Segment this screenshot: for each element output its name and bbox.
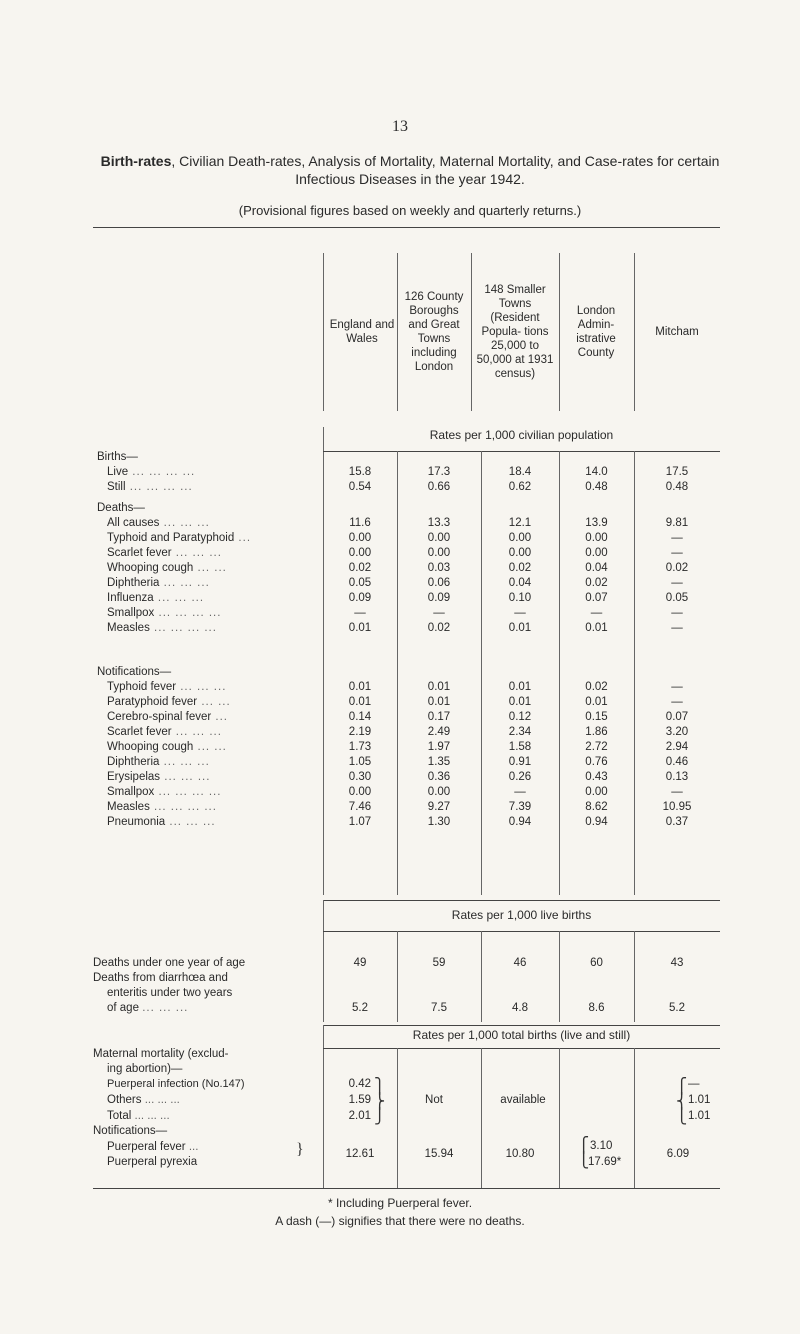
table-cell: 0.02 [585, 681, 608, 693]
title-rest: , Civilian Death-rates, Analysis of Mortality, Maternal Mortality, and Case-rates for certain Infectious Diseases in the year 1942. [171, 153, 720, 187]
row-label: Whooping cough ... ... [107, 741, 227, 753]
row-label: Pneumonia ... ... ... [107, 816, 216, 828]
infant-deaths-label: Deaths under one year of age [93, 957, 246, 969]
table-cell: 0.00 [508, 547, 532, 559]
table-cell: 0.10 [508, 592, 532, 604]
table-cell: 0.02 [348, 562, 372, 574]
band-rates-live-births: Rates per 1,000 live births [451, 908, 592, 922]
table-cell: 1.07 [348, 816, 372, 828]
row-label: Scarlet fever ... ... ... [107, 547, 222, 559]
maternal-heading-2: ing abortion)— [107, 1063, 183, 1075]
table-cell: 0.76 [585, 756, 608, 768]
table-cell: 0.43 [585, 771, 608, 783]
table-cell: 7.46 [348, 801, 372, 813]
table-cell: 0.01 [508, 681, 532, 693]
table-cell: 0.01 [427, 681, 451, 693]
table-cell: 0.94 [585, 816, 608, 828]
table-cell: 2.94 [665, 741, 689, 753]
row-label: Cerebro-spinal fever ... [107, 711, 228, 723]
table-cell: 1.58 [508, 741, 532, 753]
row-label: Live ... ... ... ... [107, 466, 196, 478]
ew-others: 1.59 [348, 1094, 371, 1106]
table-cell: 0.12 [508, 711, 532, 723]
mitcham-puerperal: — [688, 1078, 700, 1090]
total-label: Total ... ... ... [107, 1110, 170, 1122]
available-text: available [500, 1094, 546, 1106]
col-header-county-boroughs: 126 County Boroughs and Great Towns including London [404, 291, 464, 373]
table-cell: 0.00 [348, 547, 372, 559]
table-cell: 11.6 [349, 517, 371, 529]
table-cell: 0.00 [348, 786, 372, 798]
table-cell: 13.9 [585, 517, 608, 529]
table-cell: 1.86 [585, 726, 608, 738]
title-bold: Birth-rates [100, 153, 172, 169]
table-cell: 59 [432, 957, 446, 969]
table-cell: 2.19 [348, 726, 372, 738]
table-cell: 5.2 [352, 1002, 368, 1014]
london-brace: ⎧ ⎩ [578, 1138, 590, 1169]
table-cell: 0.09 [348, 592, 372, 604]
row-label: Typhoid fever ... ... ... [107, 681, 227, 693]
table-cell: 0.02 [427, 622, 451, 634]
table-cell: 0.91 [508, 756, 532, 768]
table-cell: 0.02 [508, 562, 532, 574]
table-cell: — [671, 607, 683, 619]
table-cell: 0.02 [665, 562, 689, 574]
table-cell: 0.00 [508, 532, 532, 544]
col-header-mitcham: Mitcham [655, 326, 699, 338]
footnote-asterisk: * Including Puerperal fever. [327, 1196, 473, 1210]
notif-mitcham: 6.09 [666, 1148, 690, 1160]
statistics-table [93, 227, 720, 1062]
table-cell: 17.5 [665, 466, 689, 478]
mitcham-brace: ⎧ ⎨ ⎩ [676, 1079, 688, 1125]
table-cell: 0.01 [348, 696, 372, 708]
table-cell: — [354, 607, 366, 619]
row-label: Influenza ... ... ... [107, 592, 205, 604]
table-cell: 0.54 [348, 481, 372, 493]
col-header-smaller-towns: 148 Smaller Towns (Resident Popula- tions 25,000 to 50,000 at 1931 census) [476, 284, 554, 380]
table-cell: 43 [670, 957, 684, 969]
table-title [100, 152, 720, 188]
table-cell: 0.14 [348, 711, 372, 723]
notif-ew: 12.61 [345, 1148, 375, 1160]
col-header-london: London Admin- istrative County [576, 305, 616, 359]
not-text: Not [425, 1094, 443, 1106]
row-label: Smallpox ... ... ... ... [107, 786, 222, 798]
puerperal-pyrexia-label: Puerperal pyrexia [107, 1156, 198, 1168]
table-cell: 0.48 [665, 481, 689, 493]
others-label: Others ... ... ... [107, 1094, 180, 1106]
table-cell: 10.95 [662, 801, 692, 813]
row-label: All causes ... ... ... [107, 517, 210, 529]
table-cell: 0.07 [585, 592, 608, 604]
table-cell: 0.01 [585, 696, 608, 708]
table-cell: 0.17 [427, 711, 451, 723]
table-cell: 2.34 [508, 726, 532, 738]
table-cell: 0.04 [508, 577, 532, 589]
ew-brace: ⎫ ⎬ ⎭ [374, 1079, 386, 1125]
notif-london-pf: 3.10 [590, 1140, 613, 1152]
band-rates-total-births: Rates per 1,000 total births (live and still) [412, 1028, 631, 1042]
table-cell: — [671, 532, 683, 544]
table-cell: — [514, 607, 526, 619]
table-cell: 0.30 [348, 771, 372, 783]
table-cell: — [433, 607, 445, 619]
table-cell: 0.00 [585, 547, 608, 559]
table-subtitle: (Provisional figures based on weekly and quarterly returns.) [238, 203, 582, 218]
table-cell: 17.3 [427, 466, 451, 478]
table-cell: 60 [590, 957, 603, 969]
table-cell: 0.02 [585, 577, 608, 589]
maternal-rows [93, 1096, 720, 1276]
table-cell: 0.04 [585, 562, 608, 574]
table-cell: 2.72 [585, 741, 608, 753]
table-cell: 0.46 [665, 756, 689, 768]
table-cell: — [671, 577, 683, 589]
table-cell: 7.5 [431, 1002, 447, 1014]
table-cell: 13.3 [427, 517, 451, 529]
table-cell: 2.49 [427, 726, 451, 738]
table-cell: 5.2 [669, 1002, 685, 1014]
table-cell: 1.97 [427, 741, 451, 753]
table-cell: 1.35 [427, 756, 451, 768]
notif-smaller-towns: 10.80 [505, 1148, 535, 1160]
band-rates-population: Rates per 1,000 civilian population [429, 428, 614, 442]
table-cell: 3.20 [665, 726, 689, 738]
table-cell: 0.00 [427, 547, 451, 559]
table-cell: 1.05 [348, 756, 372, 768]
table-cell: 0.00 [348, 532, 372, 544]
notif-heading: Notifications— [93, 1125, 168, 1137]
table-cell: — [590, 607, 603, 619]
table-cell: 18.4 [508, 466, 532, 478]
table-cell: 14.0 [585, 466, 608, 478]
col-header-england-wales: England and Wales [329, 319, 395, 345]
table-cell: — [671, 681, 683, 693]
table-cell: 12.1 [508, 517, 532, 529]
table-cell: 0.01 [348, 622, 372, 634]
row-label: Measles ... ... ... ... [107, 622, 217, 634]
diarrhoea-label-3: of age ... ... ... [107, 1002, 189, 1014]
table-cell: 0.09 [427, 592, 451, 604]
table-cell: 0.07 [665, 711, 689, 723]
table-cell: 49 [353, 957, 367, 969]
ew-puerperal: 0.42 [348, 1078, 371, 1090]
table-cell: 0.13 [665, 771, 689, 783]
table-cell: — [671, 622, 683, 634]
table-cell: — [671, 786, 683, 798]
table-cell: 0.00 [427, 532, 451, 544]
table-cell: 0.48 [585, 481, 608, 493]
page-number: 13 [392, 118, 408, 135]
table-cell: 0.06 [427, 577, 451, 589]
table-cell: 0.00 [427, 786, 451, 798]
puerperal-fever-label: Puerperal fever ... [107, 1141, 199, 1153]
ew-total: 2.01 [348, 1110, 371, 1122]
table-cell: 4.8 [512, 1002, 528, 1014]
row-label: Diphtheria ... ... ... [107, 577, 210, 589]
table-cell: 46 [513, 957, 527, 969]
table-cell: 0.15 [585, 711, 608, 723]
row-label: Still ... ... ... ... [107, 481, 193, 493]
table-cell: 0.01 [585, 622, 608, 634]
table-cell: 9.81 [665, 517, 689, 529]
table-cell: 0.00 [585, 786, 608, 798]
row-label: Smallpox ... ... ... ... [107, 607, 222, 619]
table-cell: 8.6 [588, 1002, 605, 1014]
table-cell: — [671, 696, 683, 708]
table-cell: 0.62 [508, 481, 532, 493]
table-cell: 0.36 [427, 771, 451, 783]
table-cell: 15.8 [348, 466, 372, 478]
row-label: Typhoid and Paratyphoid ... [107, 532, 252, 544]
section-deaths: Deaths— [97, 502, 145, 514]
row-label: Paratyphoid fever ... ... [107, 696, 231, 708]
table-cell: 9.27 [427, 801, 451, 813]
row-label: Scarlet fever ... ... ... [107, 726, 222, 738]
table-cell: 0.05 [348, 577, 372, 589]
table-cell: 0.01 [348, 681, 372, 693]
row-label: Whooping cough ... ... [107, 562, 227, 574]
footnote-dash: A dash (—) signifies that there were no deaths. [275, 1214, 525, 1228]
table-cell: 1.30 [427, 816, 451, 828]
table-cell: 0.01 [508, 622, 532, 634]
table-cell: 0.66 [427, 481, 451, 493]
diarrhoea-label-2: enteritis under two years [107, 987, 233, 999]
table-cell: 0.37 [665, 816, 689, 828]
table-cell: 0.01 [508, 696, 532, 708]
diarrhoea-label-1: Deaths from diarrhœa and [93, 972, 228, 984]
notif-brace: } [296, 1141, 304, 1158]
table-cell: 0.26 [508, 771, 532, 783]
notif-london-pp: 17.69* [588, 1156, 622, 1168]
row-label: Erysipelas ... ... ... [107, 771, 211, 783]
section-notifications: Notifications— [97, 666, 172, 678]
table-cell: 1.73 [348, 741, 372, 753]
table-cell: 0.03 [427, 562, 451, 574]
row-label: Measles ... ... ... ... [107, 801, 217, 813]
table-cell: 0.01 [427, 696, 451, 708]
notif-county-boroughs: 15.94 [424, 1148, 454, 1160]
puerperal-infection-label: Puerperal infection (No.147) [107, 1078, 245, 1090]
section-births: Births— [97, 451, 138, 463]
table-cell: — [671, 547, 683, 559]
row-label: Diphtheria ... ... ... [107, 756, 210, 768]
table-cell: 0.05 [665, 592, 689, 604]
table-cell: 7.39 [508, 801, 532, 813]
maternal-heading-1: Maternal mortality (exclud- [93, 1048, 229, 1060]
table-cell: 8.62 [585, 801, 608, 813]
table-cell: 0.00 [585, 532, 608, 544]
mitcham-others: 1.01 [688, 1094, 711, 1106]
mitcham-total: 1.01 [688, 1110, 711, 1122]
table-cell: 0.94 [508, 816, 532, 828]
table-cell: — [514, 786, 526, 798]
